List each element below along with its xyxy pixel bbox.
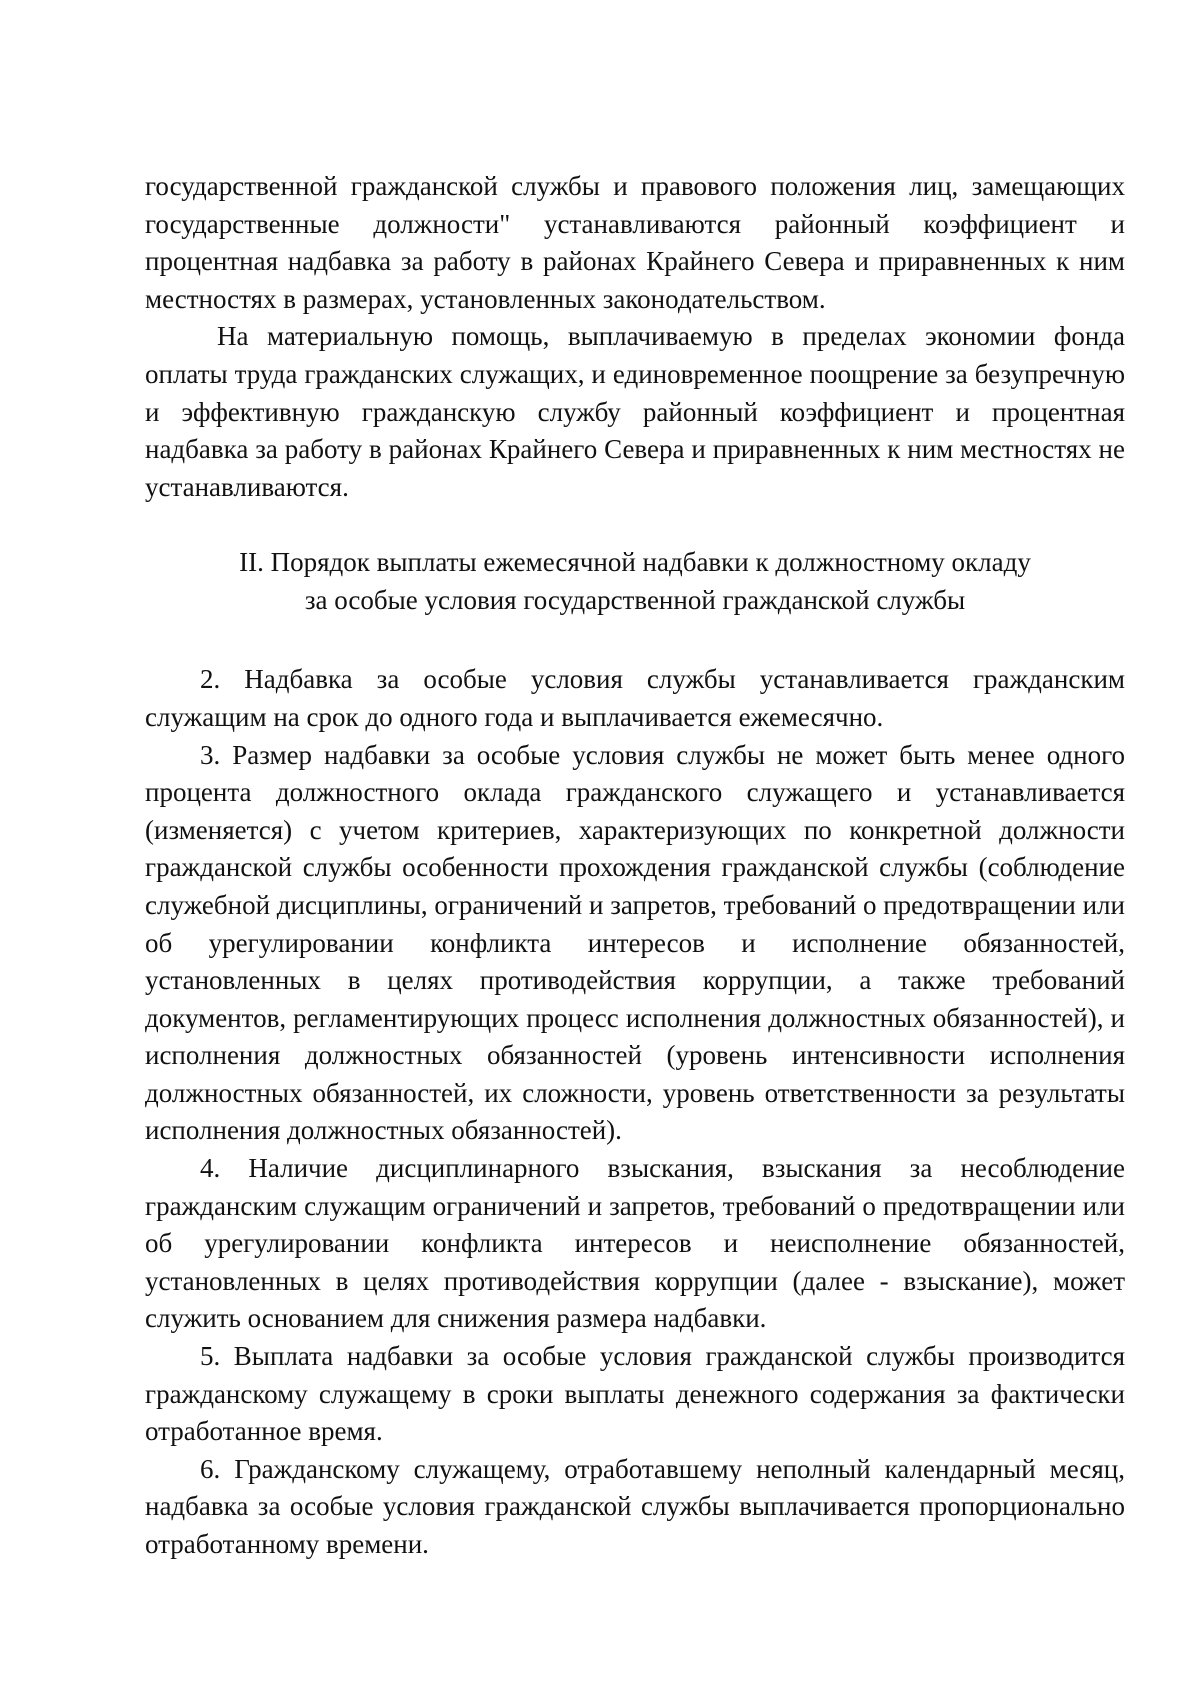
document-body (145, 168, 1125, 1564)
section-heading-line-1: II. Порядок выплаты ежемесячной надбавки к должностному окладу (239, 547, 1031, 578)
paragraph-5: 5. Выплата надбавки за особые условия гражданской службы производится гражданскому служащему в сроки выплаты денежного содержания за фактически отработанное время. (145, 1341, 1125, 1447)
paragraph-3: 3. Размер надбавки за особые условия службы не может быть менее одного процента должностного оклада гражданского служащего и устанавливается (изменяется) с учетом критериев, характеризующих по конкретной должности гражданской службы особенности прохождения гражданской службы (соблюдение служебной дисциплины, ограничений и запретов, требований о предотвращении или об урегулировании конфликта интересов и исполнение обязанностей, установленных в целях противодействия коррупции, а также требований документов, регламентирующих процесс исполнения должностных обязанностей), и исполнения должностных обязанностей (уровень интенсивности исполнения должностных обязанностей, их сложности, уровень ответственности за результаты исполнения должностных обязанностей). (145, 739, 1125, 1146)
section-heading (145, 543, 1125, 619)
section-heading-line-2: за особые условия государственной гражданской службы (304, 585, 966, 616)
intro-paragraph-material-aid: На материальную помощь, выплачиваемую в пределах экономии фонда оплаты труда гражданских служащих, и единовременное поощрение за безупречную и эффективную гражданскую службу районный коэффициент и процентная надбавка за работу в районах Крайнего Севера и приравненных к ним местностях не устанавливаются. (145, 321, 1125, 502)
paragraph-4: 4. Наличие дисциплинарного взыскания, взыскания за несоблюдение гражданским служащим ограничений и запретов, требований о предотвращении или об урегулировании конфликта интересов и неисполнение обязанностей, установленных в целях противодействия коррупции (далее - взыскание), может служить основанием для снижения размера надбавки. (145, 1153, 1125, 1334)
paragraph-6: 6. Гражданскому служащему, отработавшему неполный календарный месяц, надбавка за особые условия гражданской службы выплачивается пропорционально отработанному времени. (145, 1453, 1125, 1559)
paragraph-2: 2. Надбавка за особые условия службы устанавливается гражданским служащим на срок до одного года и выплачивается ежемесячно. (145, 664, 1125, 732)
intro-paragraph-continuation: государственной гражданской службы и правового положения лиц, замещающих государственные должности" устанавливаются районный коэффициент и процентная надбавка за работу в районах Крайнего Севера и приравненных к ним местностях в размерах, установленных законодательством. (145, 171, 1125, 314)
